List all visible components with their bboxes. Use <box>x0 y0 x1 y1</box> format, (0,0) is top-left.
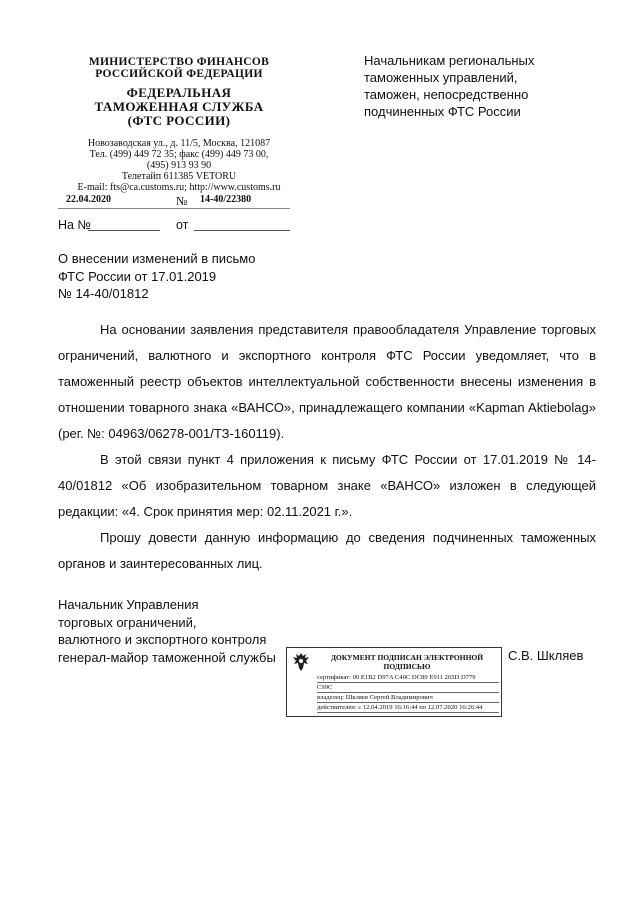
body-paragraph-3: Прошу довести данную информацию до сведения подчиненных таможенных органов и заинтересованных лиц. <box>58 530 596 571</box>
service-line-2: ТАМОЖЕННАЯ СЛУЖБА <box>94 99 264 114</box>
registration-date: 22.04.2020 <box>66 194 111 205</box>
subject-line: О внесении изменений в письмо <box>58 251 256 266</box>
reference-number-blank <box>88 230 160 231</box>
registration-no-label: № <box>176 194 188 208</box>
stamp-owner: владелец: Шкляев Сергей Владимирович <box>317 693 499 703</box>
stamp-details <box>317 673 499 713</box>
service-name <box>56 86 302 128</box>
addressee <box>364 52 604 120</box>
signatory-line: Начальник Управления <box>58 597 199 612</box>
phone-line-2: (495) 913 93 90 <box>146 160 212 171</box>
subject-line: № 14-40/01812 <box>58 286 149 301</box>
address-line: Новозаводская ул., д. 11/5, Москва, 121087 <box>87 138 271 149</box>
letter-body <box>58 317 596 577</box>
subject-line: ФТС России от 17.01.2019 <box>58 268 217 284</box>
signatory-line: валютного и экспортного контроля <box>58 632 267 647</box>
signatory-line: торговых ограничений, <box>58 614 197 630</box>
stamp-title-line: ПОДПИСЬЮ <box>383 662 431 671</box>
reference-number-label: На № <box>58 218 91 232</box>
registration-underline <box>58 208 290 209</box>
addressee-line: таможенных управлений, <box>364 70 518 85</box>
letter-subject <box>58 250 298 303</box>
stamp-certificate: сертификат: 00 E1B2 D97A C40C DC89 E911 265D D779 <box>317 673 499 683</box>
body-paragraph-1: На основании заявления представителя правообладателя Управление торговых ограничений, валютного и экспортного контроля ФТС России уведомляет, что в таможенный реестр объектов интеллектуальной собственности внесены изменения в отношении товарного знака «ВАНСО», принадлежащего компании «Kapman Aktiebolag» (рег. №: 04963/06278-001/ТЗ-160119). <box>58 322 596 441</box>
signatory-title <box>58 596 308 666</box>
stamp-title <box>317 653 497 671</box>
registration-number: 14-40/22380 <box>200 194 252 205</box>
service-line-1: ФЕДЕРАЛЬНАЯ <box>126 85 232 100</box>
contact-address <box>56 138 302 193</box>
signatory-line: генерал-майор таможенной службы <box>58 649 276 665</box>
addressee-line: Начальникам региональных <box>364 53 535 68</box>
teletype-line: Телетайп 611385 VETORU <box>121 171 237 182</box>
signer-name: С.В. Шкляев <box>508 648 584 663</box>
ministry-line-2: РОССИЙСКОЙ ФЕДЕРАЦИИ <box>95 68 263 80</box>
service-line-3: (ФТС РОССИИ) <box>127 113 231 128</box>
stamp-certificate-cont: C99C <box>317 683 499 693</box>
reference-date-label: от <box>176 218 189 232</box>
reference-date-blank <box>194 230 290 231</box>
ministry-name <box>56 56 302 80</box>
russian-eagle-emblem-icon <box>290 651 312 673</box>
addressee-line: таможен, непосредственно <box>364 87 529 102</box>
stamp-title-line: ДОКУМЕНТ ПОДПИСАН ЭЛЕКТРОННОЙ <box>330 653 484 662</box>
phone-line: Тел. (499) 449 72 35; факс (499) 449 73 00, <box>89 149 269 160</box>
letterhead <box>56 56 302 193</box>
body-paragraph-2: В этой связи пункт 4 приложения к письму ФТС России от 17.01.2019 № 14-40/01812 «Об изобразительном товарном знаке «ВАНСО» изложен в следующей редакции: «4. Срок принятия мер: 02.11.2021 г.». <box>58 452 596 519</box>
electronic-signature-stamp <box>286 647 502 717</box>
stamp-validity: действителен: с 12.04.2019 16:16:44 по 12.07.2020 16:26:44 <box>317 703 499 713</box>
email-line: E-mail: fts@ca.customs.ru; http://www.customs.ru <box>77 182 281 193</box>
addressee-line: подчиненных ФТС России <box>364 104 521 119</box>
ministry-line-1: МИНИСТЕРСТВО ФИНАНСОВ <box>88 56 270 68</box>
